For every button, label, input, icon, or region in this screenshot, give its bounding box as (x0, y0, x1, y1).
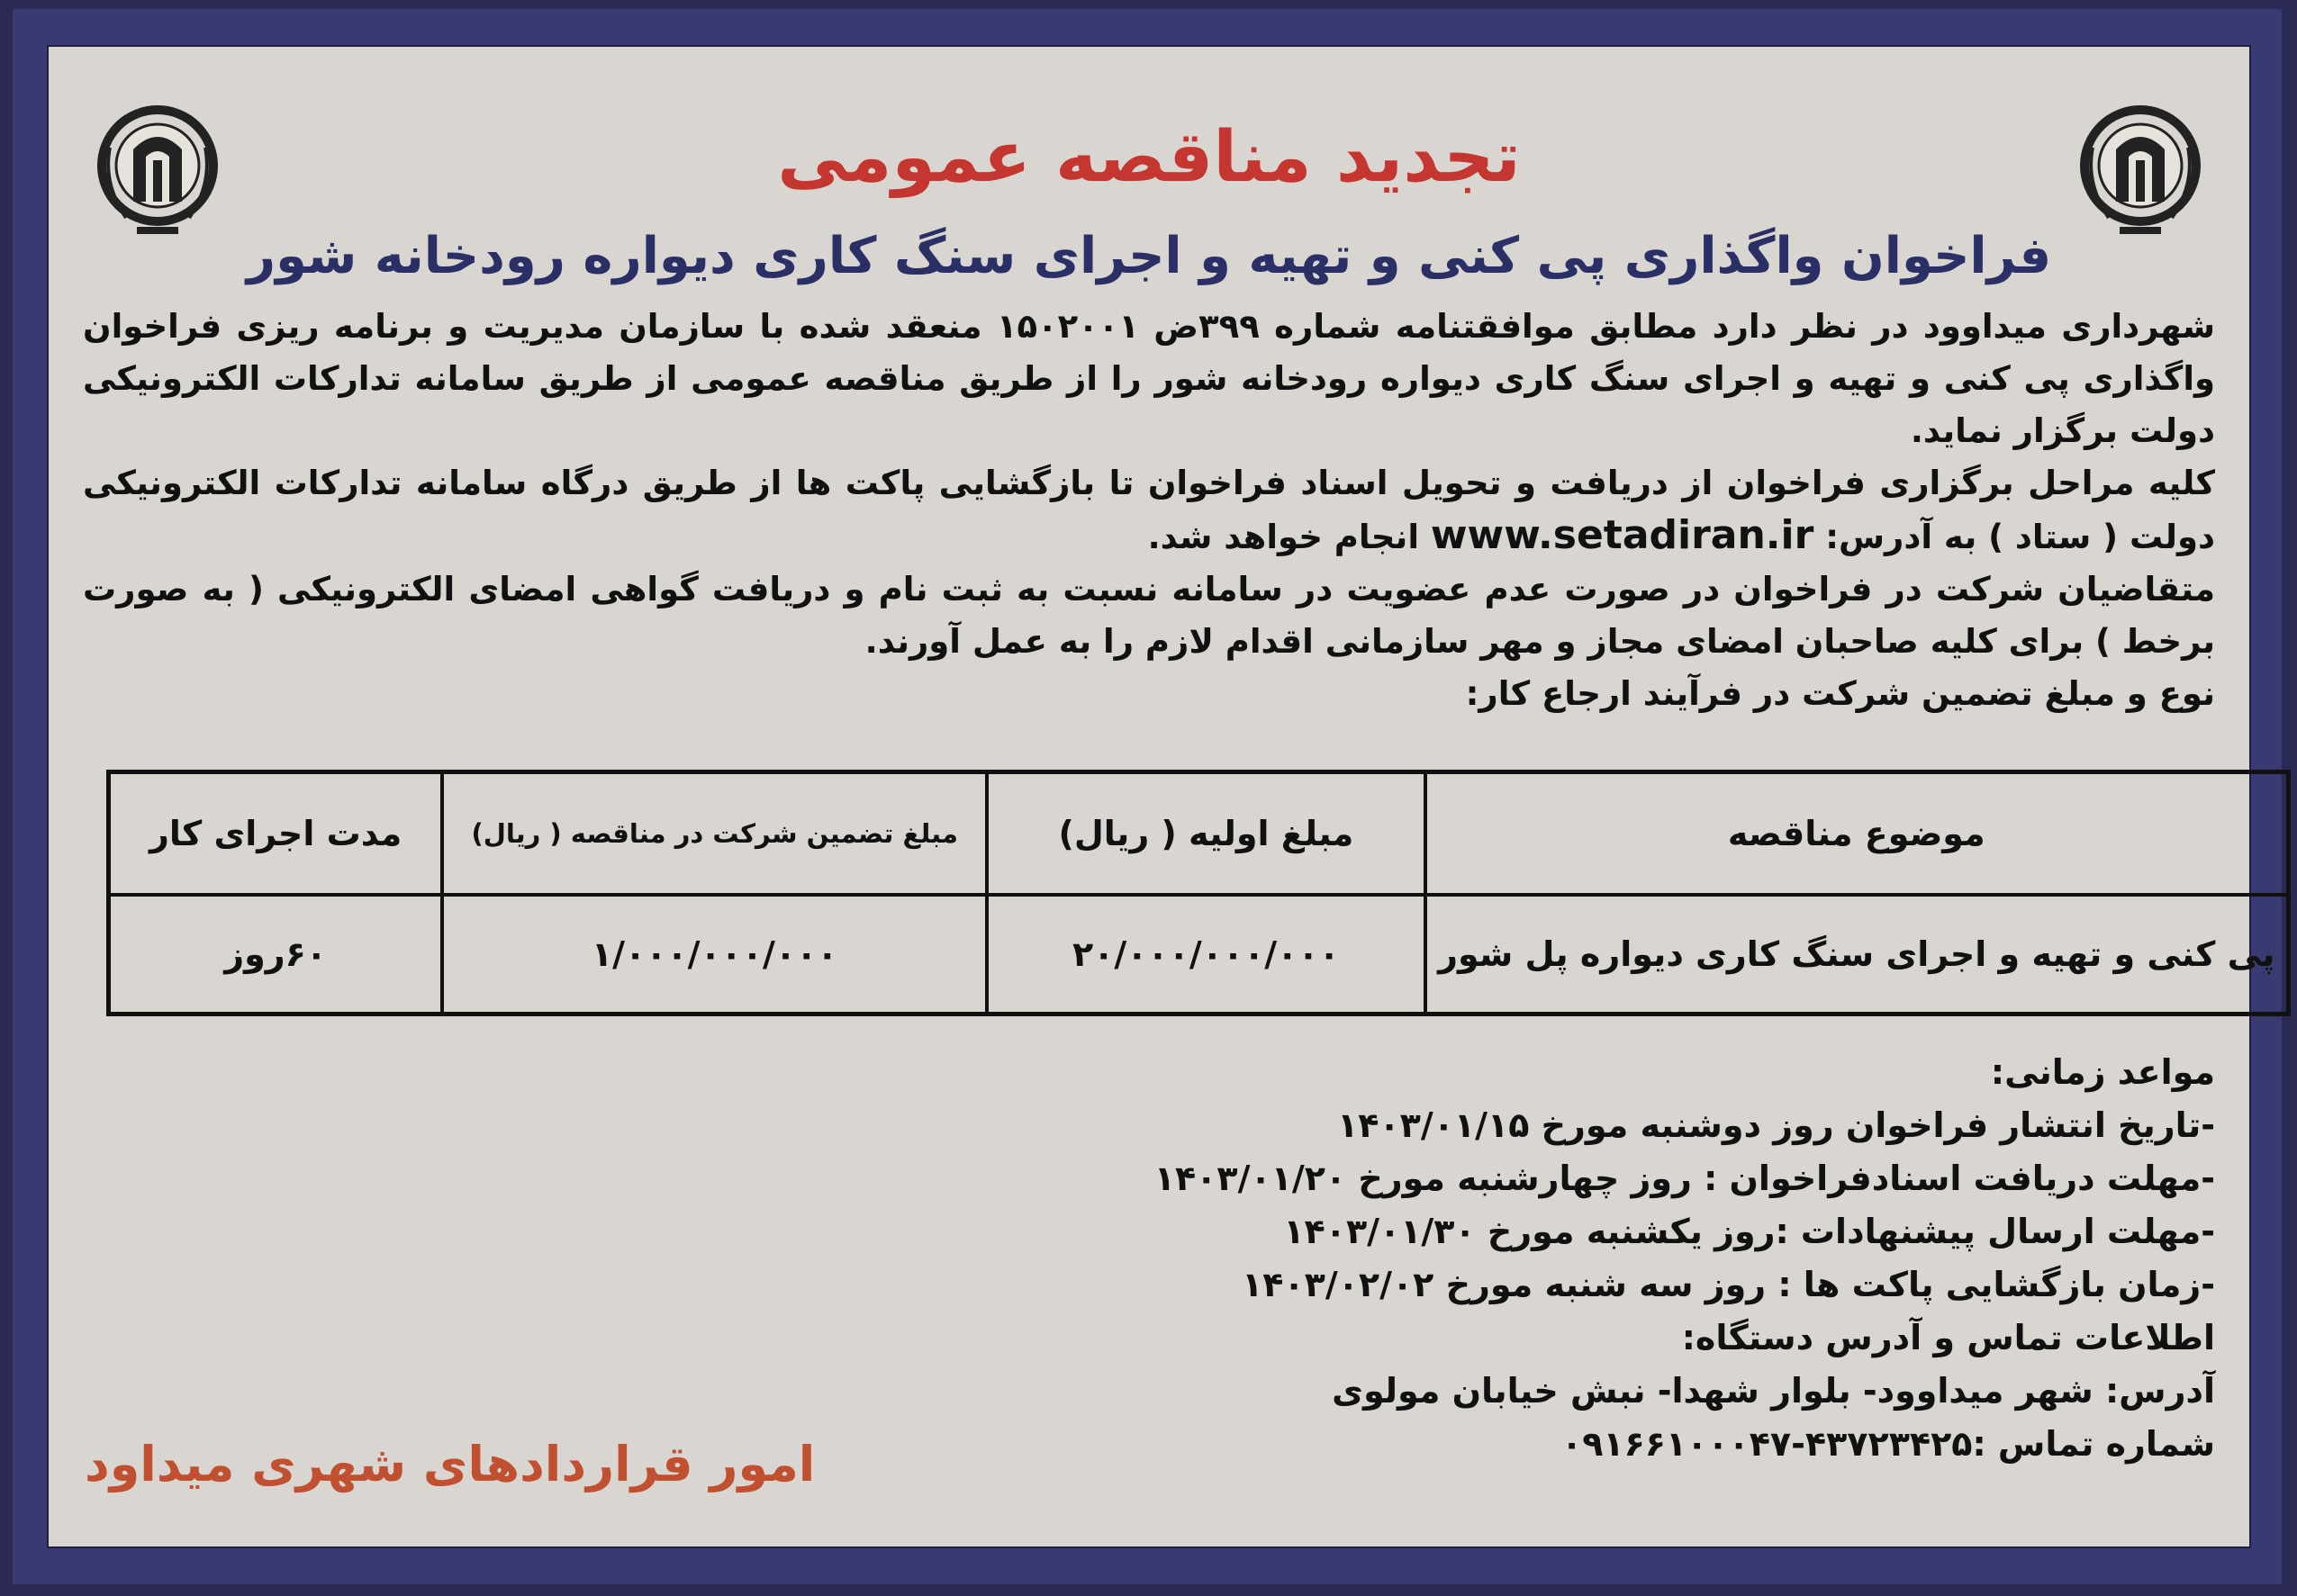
guarantee-heading: نوع و مبلغ تضمین شرکت در فرآیند ارجاع کار: (1465, 674, 2215, 713)
schedule-item-submit: -مهلت ارسال پیشنهادات :روز یکشنبه مورخ ۱۴۰۳/۰۱/۳۰ (1283, 1212, 2215, 1251)
contact-address: آدرس: شهر میداوود- بلوار شهدا- نبش خیابان مولوی (1332, 1371, 2215, 1411)
newspaper-ad (47, 45, 2275, 1548)
procedure-text-end: انجام خواهد شد. (1147, 518, 1420, 556)
procedure-text: کلیه مراحل برگزاری فراخوان از دریافت و تحویل اسناد فراخوان تا بازگشایی پاکت ها از طریق درگاه سامانه تدارکات الکترونیکی دولت ( ستاد ) به آدرس: (83, 464, 2215, 556)
schedule-section (589, 1046, 2215, 1471)
setad-url-link[interactable]: www.setadiran.ir (1430, 512, 1814, 558)
page-subtitle: فراخوان واگذاری پی کنی و تهیه و اجرای سنگ کاری دیواره رودخانه شور (246, 227, 2052, 285)
cell-guarantee-amount: ۱/۰۰۰/۰۰۰/۰۰۰ (442, 895, 987, 1014)
applicants-paragraph: متقاضیان شرکت در فراخوان در صورت عدم عضویت در سامانه نسبت به ثبت نام و دریافت گواهی امضای الکترونیکی ( به صورت برخط ) برای کلیه صاحبان امضای مجاز و مهر سازمانی اقدام لازم را به عمل آورند. (83, 570, 2215, 661)
cell-duration: ۶۰روز (109, 895, 443, 1014)
header-initial-amount: مبلغ اولیه ( ریال) (987, 772, 1424, 896)
tender-table (106, 770, 2291, 1016)
schedule-item-receive: -مهلت دریافت اسنادفراخوان : روز چهارشنبه مورخ ۱۴۰۳/۰۱/۲۰ (1153, 1159, 2215, 1198)
schedule-heading: مواعد زمانی: (1990, 1052, 2215, 1092)
footer-signature: امور قراردادهای شهری میداود (85, 1436, 816, 1492)
page-frame (13, 9, 2282, 1584)
page-title: تجدید مناقصه عمومی (777, 117, 1521, 198)
intro-paragraph: شهرداری میداوود در نظر دارد مطابق موافقتنامه شماره ۳۹۹ض ۱۵۰۲۰۰۱ منعقد شده با سازمان مدیریت و برنامه ریزی فراخوان واگذاری پی کنی و تهیه و اجرای سنگ کاری دیواره رودخانه شور را از طریق مناقصه عمومی از طریق سامانه تدارکات الکترونیکی دولت برگزار نماید. (83, 307, 2215, 450)
procedure-paragraph (83, 457, 2215, 564)
schedule-item-opening: -زمان بازگشایی پاکت ها : روز سه شنبه مورخ ۱۴۰۳/۰۲/۰۲ (1242, 1265, 2215, 1304)
contact-heading: اطلاعات تماس و آدرس دستگاه: (1681, 1318, 2215, 1357)
cell-subject: پی کنی و تهیه و اجرای سنگ کاری دیواره پل شور (1425, 895, 2289, 1014)
table-row (109, 895, 2289, 1014)
schedule-item-publish: -تاریخ انتشار فراخوان روز دوشنبه مورخ ۱۴۰۳/۰۱/۱۵ (1337, 1105, 2215, 1145)
header-duration: مدت اجرای کار (109, 772, 443, 896)
contact-phone: شماره تماس :۴۳۷۲۳۴۲۵-۰۹۱۶۶۱۰۰۰۴۷ (1561, 1424, 2215, 1464)
header-guarantee-amount: مبلغ تضمین شرکت در مناقصه ( ریال) (442, 772, 987, 896)
table-header-row (109, 772, 2289, 896)
header-subject: موضوع مناقصه (1425, 772, 2289, 896)
announcement-body (83, 301, 2215, 720)
cell-initial-amount: ۲۰/۰۰۰/۰۰۰/۰۰۰ (987, 895, 1424, 1014)
